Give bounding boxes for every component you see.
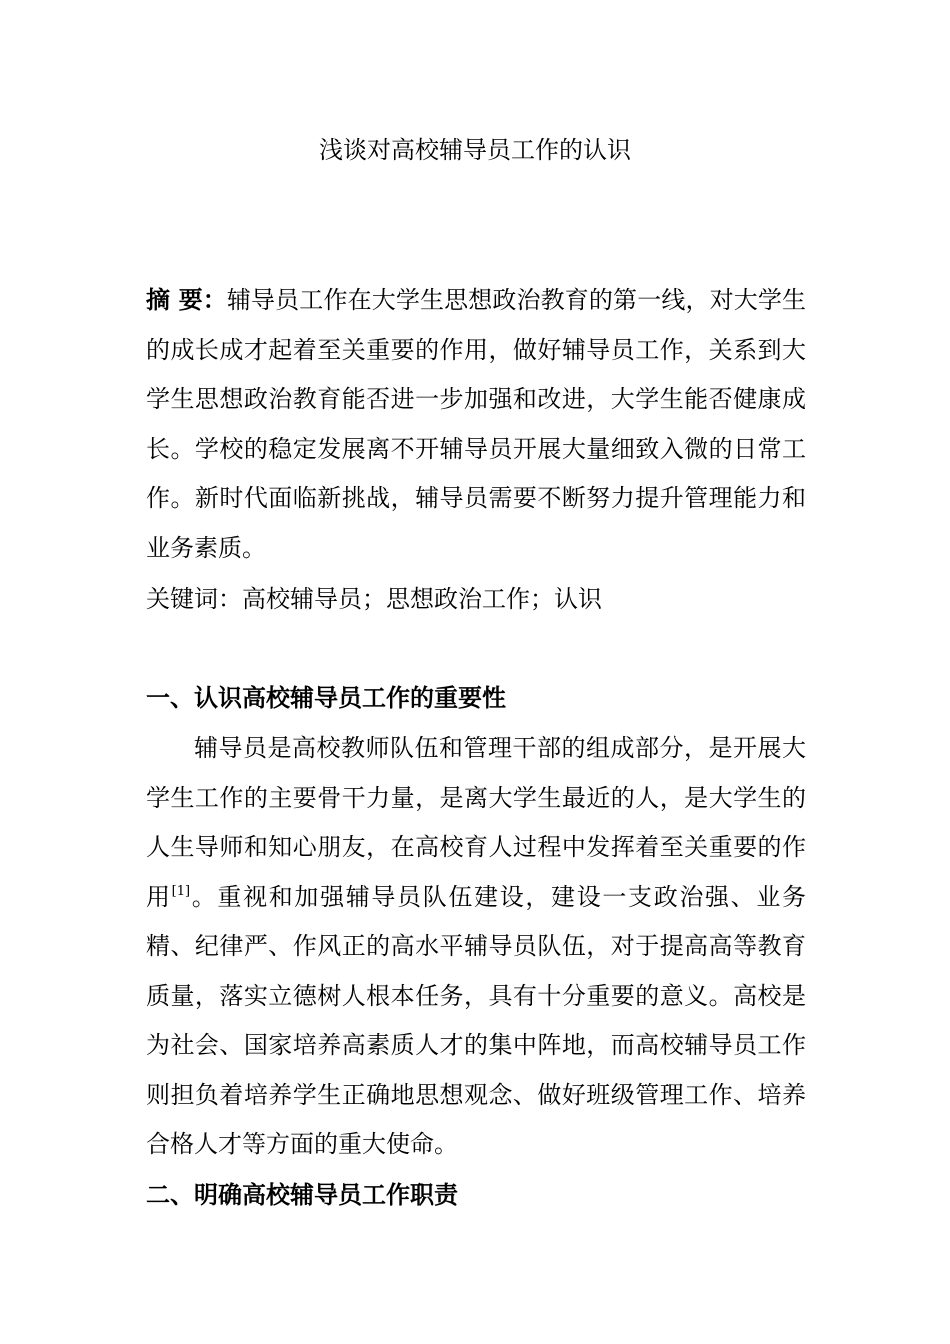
- keywords-line: [146, 575, 806, 625]
- section-1-text-part2: 。重视和加强辅导员队伍建设，建设一支政治强、业务精、纪律严、作风正的高水平辅导员队伍，对于提高高等教育质量，落实立德树人根本任务，具有十分重要的意义。高校是为社会、国家培养高素质人才的集中阵地，而高校辅导员工作则担负着培养学生正确地思想观念、做好班级管理工作、培养合格人才等方面的重大使命。: [146, 882, 807, 1158]
- section-heading-2: 二、明确高校辅导员工作职责: [146, 1181, 458, 1209]
- section-1-paragraph: [146, 724, 806, 1170]
- keywords-text: 高校辅导员；思想政治工作；认识: [242, 585, 602, 613]
- document-title: 浅谈对高校辅导员工作的认识: [319, 136, 631, 164]
- section-heading-1: 一、认识高校辅导员工作的重要性: [146, 684, 506, 712]
- abstract-label: 摘 要：: [146, 286, 227, 314]
- abstract-paragraph: [146, 276, 806, 573]
- keywords-label: 关键词：: [146, 585, 242, 613]
- abstract-text: 辅导员工作在大学生思想政治教育的第一线，对大学生的成长成才起着至关重要的作用，做好辅导员工作，关系到大学生思想政治教育能否进一步加强和改进，大学生能否健康成长。学校的稳定发展离不开辅导员开展大量细致入微的日常工作。新时代面临新挑战，辅导员需要不断努力提升管理能力和业务素质。: [146, 286, 807, 562]
- citation-marker: [1]: [171, 883, 191, 899]
- section-1-text-part1: 辅导员是高校教师队伍和管理干部的组成部分，是开展大学生工作的主要骨干力量，是离大学生最近的人，是大学生的人生导师和知心朋友，在高校育人过程中发挥着至关重要的作用: [146, 734, 806, 911]
